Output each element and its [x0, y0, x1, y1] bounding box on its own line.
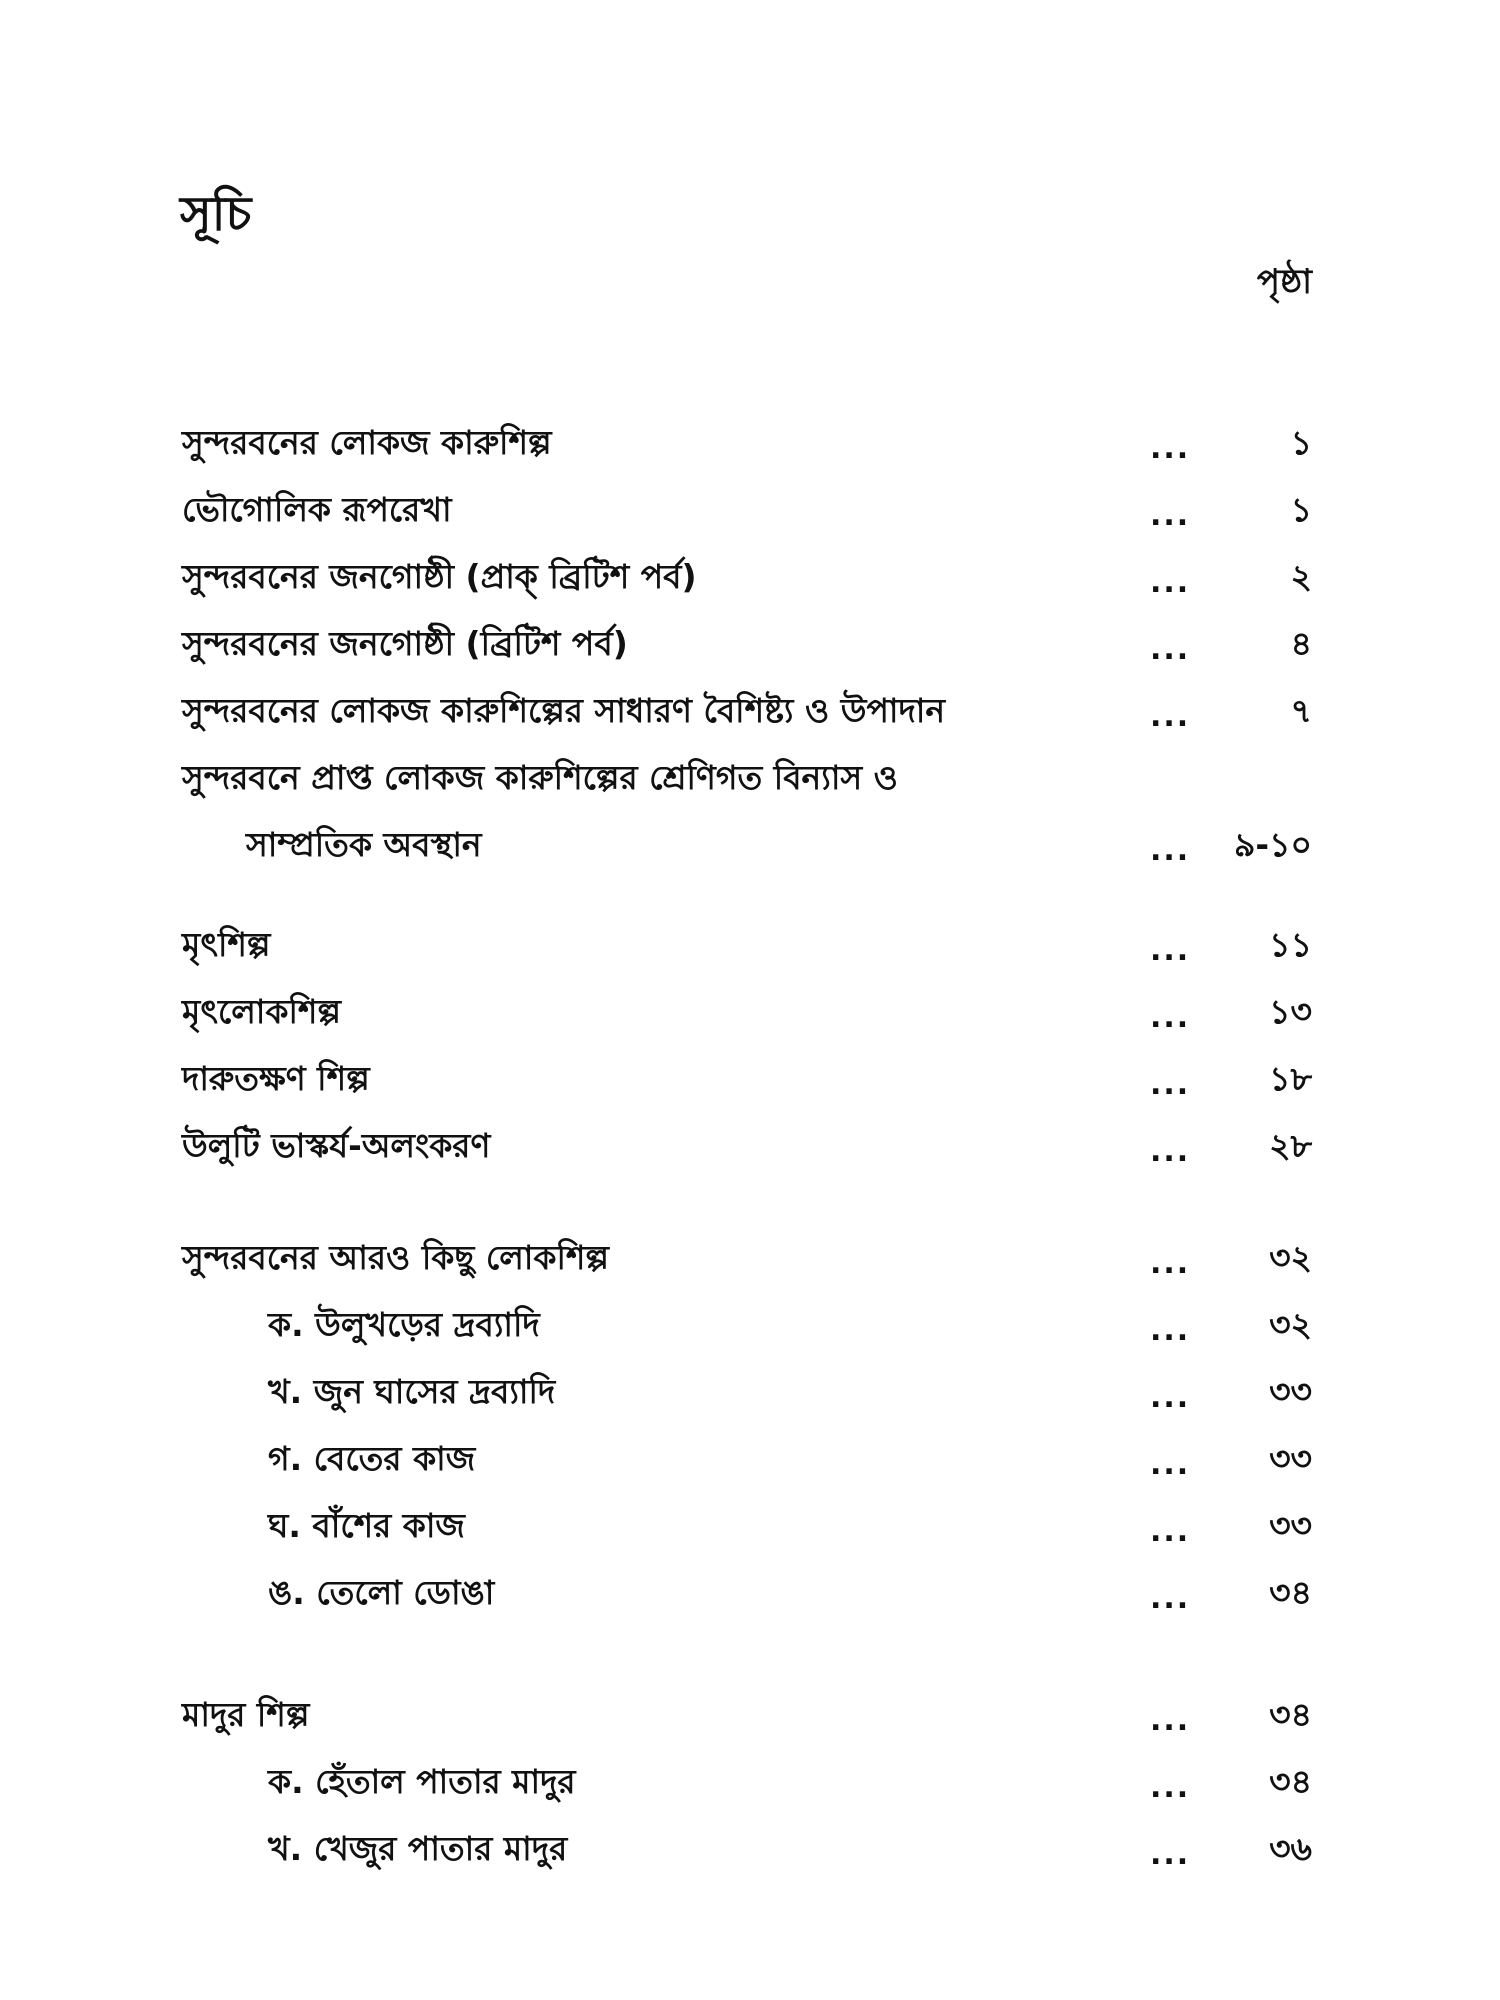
toc-entry-title: সুন্দরবনের লোকজ কারুশিল্পের সাধারণ বৈশিষ্ট্য ও উপাদান	[182, 691, 946, 730]
toc-page-number: ২৮	[1269, 1126, 1312, 1165]
toc-page-number: ৩৬	[1269, 1829, 1312, 1868]
toc-leader-dots: ...	[1150, 1067, 1191, 1102]
toc-page-number: ৩৩	[1269, 1372, 1312, 1411]
toc-leader-dots: ...	[1150, 498, 1191, 533]
toc-entry[interactable]	[0, 485, 1500, 535]
toc-entry[interactable]	[0, 1690, 1500, 1740]
toc-leader-dots: ...	[1150, 1134, 1191, 1169]
toc-subentry[interactable]	[0, 1757, 1500, 1807]
toc-entry-title: মৃৎশিল্প	[182, 925, 271, 964]
toc-entry-title: ক. হেঁতাল পাতার মাদুর	[268, 1762, 576, 1801]
toc-entry-title: দারুতক্ষণ শিল্প	[182, 1059, 370, 1098]
toc-page-number: ৪	[1290, 624, 1312, 663]
toc-page-number: ৩৩	[1269, 1506, 1312, 1545]
toc-entry[interactable]	[0, 1121, 1500, 1171]
toc-entry[interactable]	[0, 1233, 1500, 1283]
toc-entry[interactable]	[0, 686, 1500, 736]
toc-entry-title: ভৌগোলিক রূপরেখা	[182, 490, 452, 529]
toc-subentry[interactable]	[0, 1367, 1500, 1417]
toc-entry[interactable]	[0, 753, 1500, 803]
toc-subentry[interactable]	[0, 1824, 1500, 1874]
toc-leader-dots: ...	[1150, 1703, 1191, 1738]
toc-page-number: ৩৩	[1269, 1439, 1312, 1478]
toc-entry-title: ঙ. তেলো ডোঙা	[268, 1573, 495, 1612]
toc-leader-dots: ...	[1150, 632, 1191, 667]
toc-page-number: ৩৪	[1269, 1573, 1312, 1612]
toc-leader-dots: ...	[1150, 933, 1191, 968]
toc-entry-title: সাম্প্রতিক অবস্থান	[246, 825, 482, 864]
toc-page-number: ৩২	[1269, 1238, 1312, 1277]
toc-leader-dots: ...	[1150, 1514, 1191, 1549]
toc-entry-title: মাদুর শিল্প	[182, 1695, 310, 1734]
toc-page-number: ৭	[1290, 691, 1312, 730]
toc-entry[interactable]	[0, 987, 1500, 1037]
toc-entry-title: সুন্দরবনের আরও কিছু লোকশিল্প	[182, 1238, 609, 1277]
toc-entry-continuation[interactable]	[0, 820, 1500, 870]
toc-page-number: ১৮	[1269, 1059, 1312, 1098]
toc-entry-title: খ. জুন ঘাসের দ্রব্যাদি	[268, 1372, 556, 1411]
toc-leader-dots: ...	[1150, 699, 1191, 734]
toc-entry[interactable]	[0, 619, 1500, 669]
toc-subentry[interactable]	[0, 1300, 1500, 1350]
toc-leader-dots: ...	[1150, 1447, 1191, 1482]
toc-page-number: ১	[1290, 423, 1312, 462]
toc-entry-title: উলুটি ভাস্কর্য-অলংকরণ	[182, 1126, 491, 1165]
toc-leader-dots: ...	[1150, 1837, 1191, 1872]
toc-title: সূচি	[180, 186, 252, 242]
toc-page-number: ৩২	[1269, 1305, 1312, 1344]
toc-entry[interactable]	[0, 1054, 1500, 1104]
toc-page-number: ২	[1290, 557, 1312, 596]
toc-subentry[interactable]	[0, 1434, 1500, 1484]
toc-page-number: ৩৪	[1269, 1695, 1312, 1734]
toc-leader-dots: ...	[1150, 431, 1191, 466]
toc-page-number: ৯-১০	[1234, 825, 1312, 864]
toc-entry[interactable]	[0, 418, 1500, 468]
toc-subentry[interactable]	[0, 1501, 1500, 1551]
toc-entry-title: সুন্দরবনের জনগোষ্ঠী (প্রাক্ ব্রিটিশ পর্ব)	[182, 557, 697, 596]
toc-entry-title: গ. বেতের কাজ	[268, 1439, 476, 1478]
toc-leader-dots: ...	[1150, 565, 1191, 600]
toc-leader-dots: ...	[1150, 1000, 1191, 1035]
toc-leader-dots: ...	[1150, 1246, 1191, 1281]
toc-page-number: ১১	[1269, 925, 1312, 964]
toc-entry-title: সুন্দরবনে প্রাপ্ত লোকজ কারুশিল্পের শ্রেণিগত বিন্যাস ও	[182, 758, 898, 797]
toc-entry[interactable]	[0, 920, 1500, 970]
toc-subentry[interactable]	[0, 1568, 1500, 1618]
toc-entry-title: ঘ. বাঁশের কাজ	[268, 1506, 465, 1545]
page-column-header: পৃষ্ঠা	[1256, 262, 1312, 302]
toc-page-number: ১৩	[1269, 992, 1312, 1031]
toc-leader-dots: ...	[1150, 1581, 1191, 1616]
toc-leader-dots: ...	[1150, 1313, 1191, 1348]
toc-page-number: ৩৪	[1269, 1762, 1312, 1801]
toc-entry-title: মৃৎলোকশিল্প	[182, 992, 341, 1031]
toc-leader-dots: ...	[1150, 1380, 1191, 1415]
toc-entry-title: সুন্দরবনের জনগোষ্ঠী (ব্রিটিশ পর্ব)	[182, 624, 628, 663]
toc-leader-dots: ...	[1150, 833, 1191, 868]
toc-entry[interactable]	[0, 552, 1500, 602]
toc-entry-title: খ. খেজুর পাতার মাদুর	[268, 1829, 568, 1868]
toc-entry-title: সুন্দরবনের লোকজ কারুশিল্প	[182, 423, 552, 462]
toc-entry-title: ক. উলুখড়ের দ্রব্যাদি	[268, 1305, 540, 1344]
toc-page-number: ১	[1290, 490, 1312, 529]
toc-leader-dots: ...	[1150, 1770, 1191, 1805]
